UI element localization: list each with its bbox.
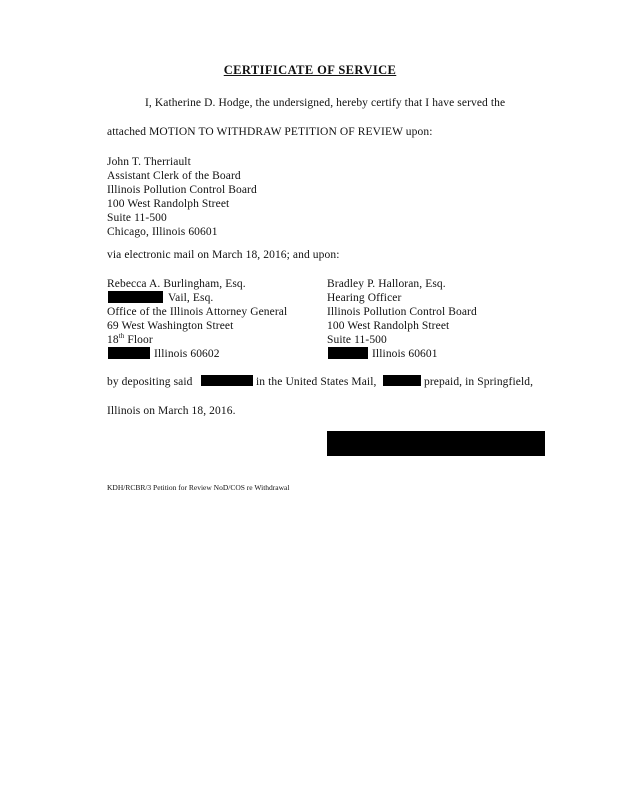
deposit-text: prepaid, in Springfield, [424,376,534,388]
redaction-block [108,347,150,359]
address-line: 100 West Randolph Street [107,198,230,210]
address-line: Suite 11-500 [107,212,167,224]
redaction-block [328,347,368,359]
redacted-signature [327,431,545,456]
redaction-block [201,375,253,386]
address-line: 100 West Randolph Street [327,320,450,332]
address-line: Chicago, Illinois 60601 [107,226,218,238]
deposit-text: in the United States Mail, [256,376,377,388]
address-line: Illinois 60601 [372,348,438,360]
document-footer: KDH/RCBR/3 Petition for Review NoD/COS re Withdrawal [107,483,290,492]
intro-line-1: I, Katherine D. Hodge, the undersigned, hereby certify that I have served the [145,97,506,109]
redaction-block [108,291,163,303]
address-line: Suite 11-500 [327,334,387,346]
date-line: Illinois on March 18, 2016. [107,405,236,417]
address-line: Illinois 60602 [154,348,220,360]
address-line: Vail, Esq. [168,292,214,304]
address-line: John T. Therriault [107,156,191,168]
address-line: Illinois Pollution Control Board [107,184,257,196]
page-title: CERTIFICATE OF SERVICE [223,63,397,77]
address-line: Illinois Pollution Control Board [327,306,477,318]
address-line: 18th Floor [107,332,153,346]
address-line: 69 West Washington Street [107,320,234,332]
address-line: Assistant Clerk of the Board [107,170,241,182]
deposit-text: by depositing said [107,376,193,388]
redaction-block [383,375,421,386]
address-line: Office of the Illinois Attorney General [107,306,288,318]
intro-line-2: attached MOTION TO WITHDRAW PETITION OF REVIEW upon: [107,126,433,138]
address-line: Rebecca A. Burlingham, Esq. [107,278,246,290]
address-line: Bradley P. Halloran, Esq. [327,278,446,290]
address-line: Hearing Officer [327,292,402,304]
via-text: via electronic mail on March 18, 2016; and upon: [107,249,340,261]
